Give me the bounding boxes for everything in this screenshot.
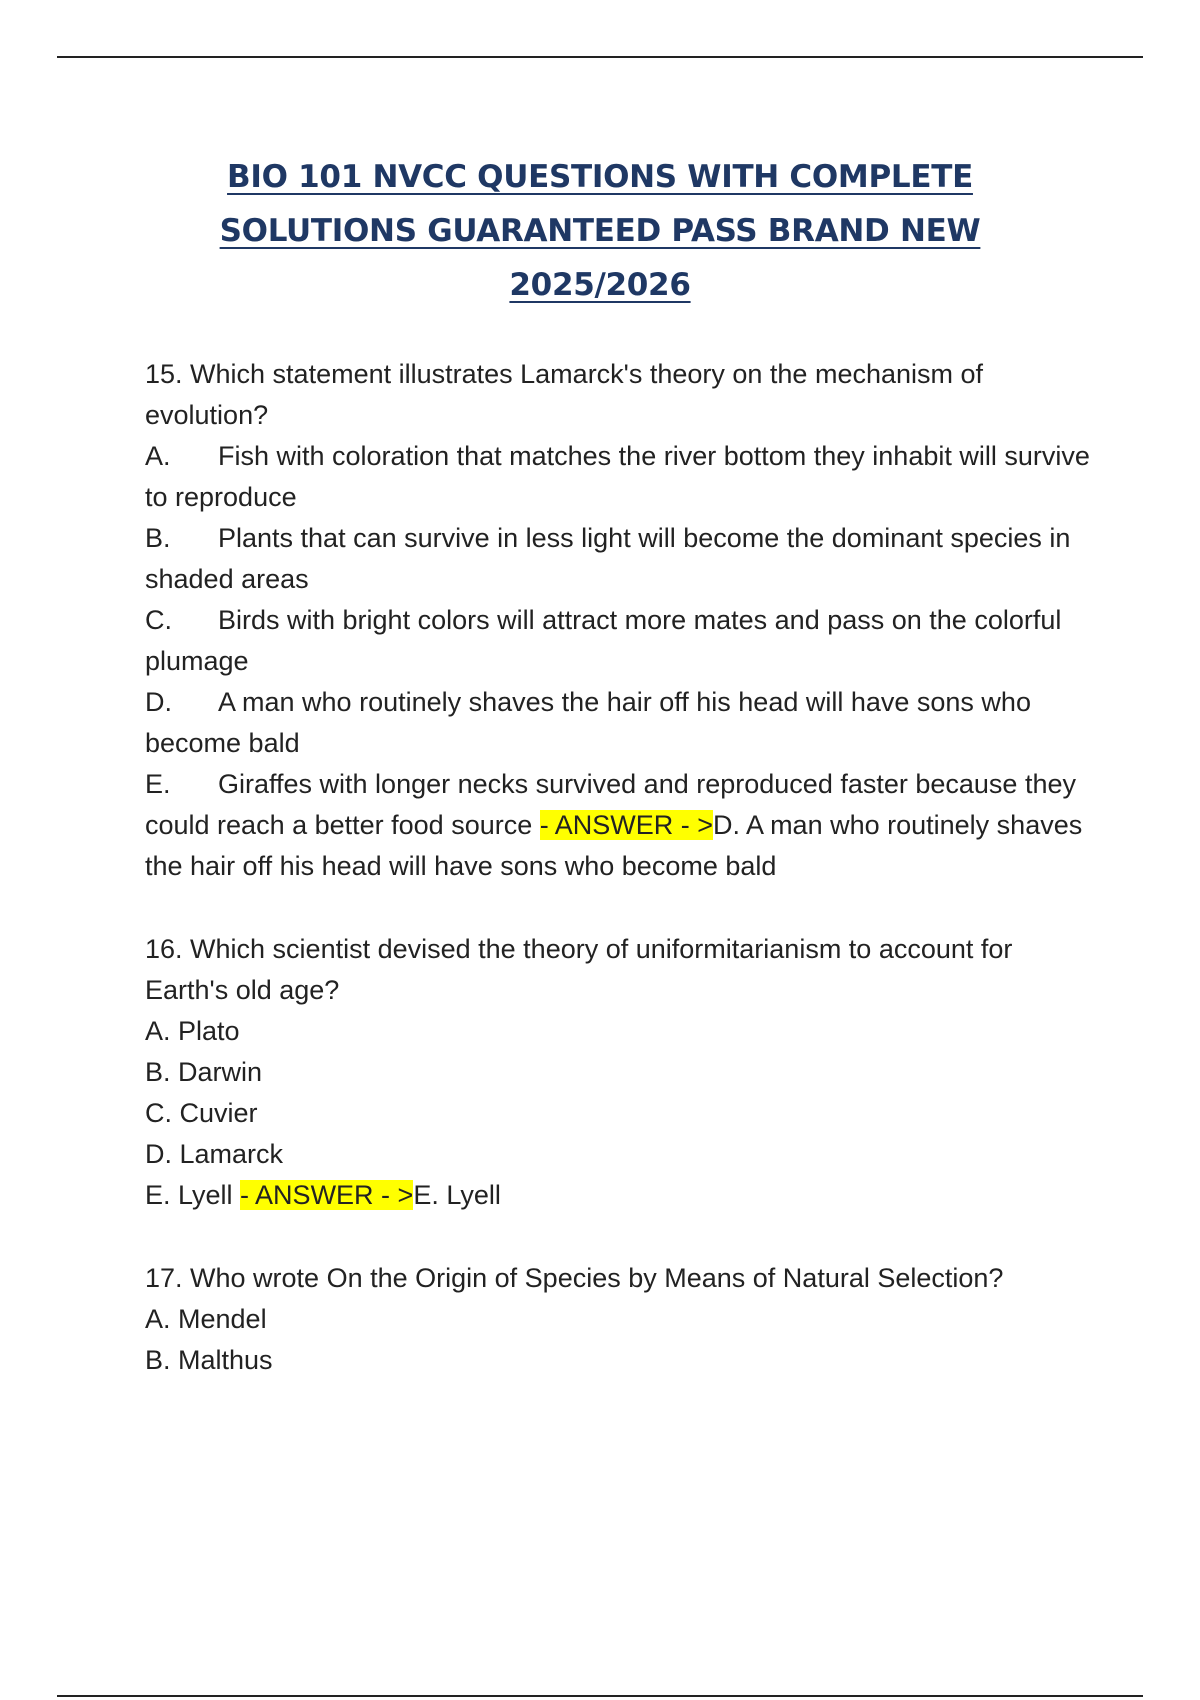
option-letter: D.: [145, 687, 172, 717]
question-16: [145, 929, 1095, 1216]
option-b: [145, 518, 1095, 600]
option-e: [145, 1175, 1095, 1216]
option-c: C. Cuvier: [145, 1098, 258, 1128]
bottom-rule: [57, 1695, 1143, 1697]
document-title: [120, 150, 1080, 312]
question-15: [145, 354, 1095, 887]
option-letter: C.: [145, 605, 172, 635]
option-a: A. Plato: [145, 1016, 240, 1046]
option-c: [145, 600, 1095, 682]
option-letter: B.: [145, 523, 171, 553]
answer-text: D. A man who routinely shaves the hair off his head will have sons who become bald: [145, 810, 1083, 881]
option-d: D. Lamarck: [145, 1139, 284, 1169]
option-b: B. Darwin: [145, 1057, 263, 1087]
title-line-1: BIO 101 NVCC QUESTIONS WITH COMPLETE: [227, 159, 973, 195]
question-text: 16. Which scientist devised the theory of uniformitarianism to account for Earth's old age?: [145, 934, 1013, 1005]
option-a: A. Mendel: [145, 1304, 267, 1334]
option-letter: A.: [145, 441, 171, 471]
answer-text: E. Lyell: [413, 1180, 501, 1210]
question-spacer: [145, 887, 1095, 929]
question-text: 15. Which statement illustrates Lamarck's theory on the mechanism of evolution?: [145, 359, 984, 430]
document-body: [145, 354, 1095, 1381]
option-text: Plants that can survive in less light will become the dominant species in shaded areas: [145, 523, 1071, 594]
option-text: E. Lyell: [145, 1180, 241, 1210]
option-text: Giraffes with longer necks survived and reproduced faster because they could reach a better food source: [145, 769, 1076, 840]
title-line-3: 2025/2026: [509, 267, 691, 303]
question-text: 17. Who wrote On the Origin of Species by Means of Natural Selection?: [145, 1263, 1004, 1293]
option-d: [145, 682, 1095, 764]
question-17: [145, 1258, 1095, 1381]
answer-marker: - ANSWER - >: [240, 1180, 414, 1210]
option-letter: E.: [145, 769, 171, 799]
option-b: B. Malthus: [145, 1345, 273, 1375]
option-text: Birds with bright colors will attract more mates and pass on the colorful plumage: [145, 605, 1062, 676]
option-a: [145, 436, 1095, 518]
answer-marker: - ANSWER - >: [539, 810, 714, 840]
top-rule: [57, 56, 1143, 58]
option-text: Fish with coloration that matches the river bottom they inhabit will survive to reproduce: [145, 441, 1090, 512]
option-text: A man who routinely shaves the hair off his head will have sons who become bald: [145, 687, 1031, 758]
question-spacer: [145, 1216, 1095, 1258]
title-line-2: SOLUTIONS GUARANTEED PASS BRAND NEW: [219, 213, 981, 249]
option-e: [145, 764, 1095, 887]
